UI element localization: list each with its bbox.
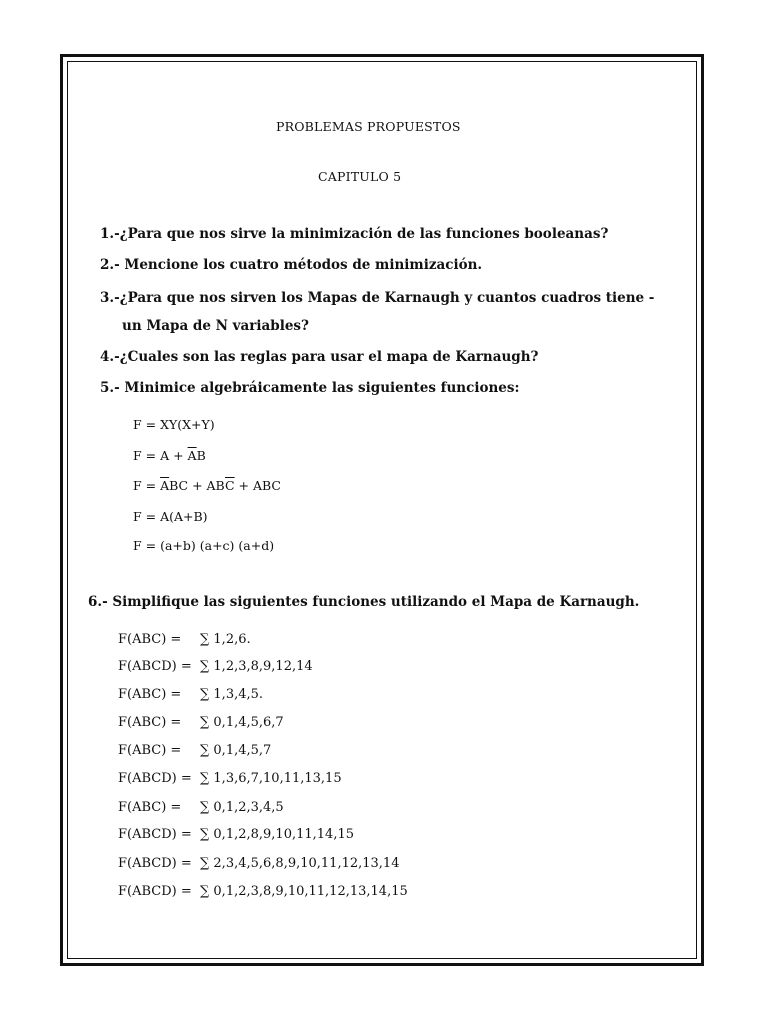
- function-lhs: F(ABC) =: [118, 743, 182, 758]
- function-lhs: F(ABC) =: [118, 715, 182, 730]
- q5-function-3: [133, 478, 281, 493]
- function-minterms: ∑ 0,1,2,8,9,10,11,14,15: [200, 827, 354, 842]
- function-minterms: ∑ 0,1,2,3,8,9,10,11,12,13,14,15: [200, 884, 408, 899]
- question-4: 4.-¿Cuales son las reglas para usar el mapa de Karnaugh?: [100, 349, 539, 365]
- question-3-line-2: un Mapa de N variables?: [122, 318, 309, 334]
- question-2: 2.- Mencione los cuatro métodos de minimización.: [100, 257, 483, 273]
- question-6: 6.- Simplifique las siguientes funciones utilizando el Mapa de Karnaugh.: [88, 594, 640, 610]
- question-1: 1.-¿Para que nos sirve la minimización de las funciones booleanas?: [100, 226, 609, 242]
- chapter-title: CAPITULO 5: [318, 169, 402, 184]
- f2-part: B: [196, 448, 206, 463]
- function-lhs: F(ABCD) =: [118, 884, 192, 899]
- q5-function-2: [133, 448, 206, 463]
- function-minterms: ∑ 2,3,4,5,6,8,9,10,11,12,13,14: [200, 856, 400, 871]
- f2-part: F = A +: [133, 448, 188, 463]
- question-3-line-1: 3.-¿Para que nos sirven los Mapas de Karnaugh y cuantos cuadros tiene -: [100, 290, 655, 306]
- function-minterms: ∑ 1,2,3,8,9,12,14: [200, 659, 313, 674]
- q5-function-4: F = A(A+B): [133, 509, 208, 524]
- f3-part: F =: [133, 478, 161, 493]
- question-5: 5.- Minimice algebráicamente las siguientes funciones:: [100, 380, 520, 396]
- f2-complement: $\overline{A}$: [187, 448, 197, 463]
- q5-function-5: F = (a+b) (a+c) (a+d): [133, 538, 275, 553]
- function-lhs: F(ABC) =: [118, 632, 182, 647]
- q5-function-1: F = XY(X+Y): [133, 417, 215, 432]
- function-minterms: ∑ 1,3,6,7,10,11,13,15: [200, 771, 342, 786]
- page-title: PROBLEMAS PROPUESTOS: [276, 119, 461, 134]
- function-lhs: F(ABCD) =: [118, 827, 192, 842]
- function-lhs: F(ABCD) =: [118, 856, 192, 871]
- function-minterms: ∑ 0,1,4,5,6,7: [200, 715, 284, 730]
- function-lhs: F(ABC) =: [118, 687, 182, 702]
- f3-complement: $\overline{A}$: [160, 478, 170, 493]
- function-minterms: ∑ 0,1,2,3,4,5: [200, 800, 284, 815]
- function-minterms: ∑ 1,2,6.: [200, 632, 251, 647]
- function-minterms: ∑ 1,3,4,5.: [200, 687, 264, 702]
- function-lhs: F(ABC) =: [118, 800, 182, 815]
- f3-part: BC + AB: [169, 478, 225, 493]
- f3-part: + ABC: [234, 478, 281, 493]
- function-lhs: F(ABCD) =: [118, 771, 192, 786]
- function-minterms: ∑ 0,1,4,5,7: [200, 743, 272, 758]
- function-lhs: F(ABCD) =: [118, 659, 192, 674]
- f3-complement: $\overline{C}$: [224, 478, 235, 493]
